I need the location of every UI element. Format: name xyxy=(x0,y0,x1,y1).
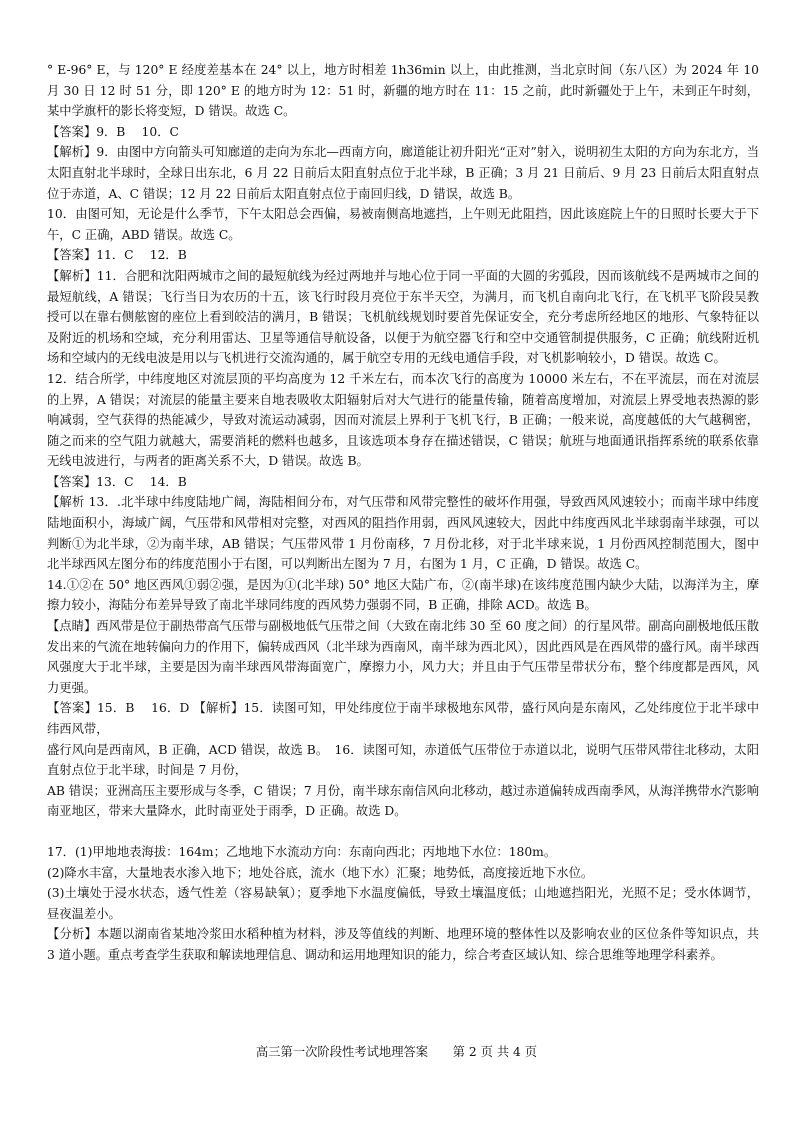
analysis-q12: 12．结合所学，中纬度地区对流层顶的平均高度为 12 千米左右，而本次飞行的高度为 10000 米左右，不在平流层，而在对流层的上界，A 错误；对流层的能量主要来自地表吸收太阳辐射后对大气进行的能量传输，随着高度增加，对流层上界受地表热源的影响减弱，空气获得的热能减少，导致对流运动减弱，因而对流层上界利于飞机飞行，B 正确；一般来说，高度越低的大气越稠密，随之而来的空气阻力就越大，需要消耗的燃料也越多，且该选项本身存在描述错误，C 错误；航班与地面通讯指挥系统的联系依靠无线电波进行，与两者的距离关系不大，D 错误。故选 B。 xyxy=(47,371,759,469)
answer-q11-q12: 【答案】11．C 12．B xyxy=(47,248,187,263)
analysis-q10: 10．由图可知，无论是什么季节，下午太阳总会西偏，易被南侧高地遮挡，上午则无此阻挡，因此该庭院上午的日照时长要大于下午，C 正确，ABD 错误。故选 C。 xyxy=(47,207,759,242)
analysis-q11: 【解析】11．合肥和沈阳两城市之间的最短航线为经过两地并与地心位于同一平面的大圆的劣弧段，因而该航线不是两城市之间的最短航线，A 错误；飞行当日为农历的十五，该飞行时段月亮位于东半天空，为满月，而飞机自南向北飞行，在飞机平飞阶段吴教授可以在靠右侧舷窗的座位上看到皎洁的满月，B 错误；飞机航线规划时要首先保证安全，充分考虑所经地区的地形、气象特征以及附近的机场和空域，充分利用雷达、卫星等通信导航设备，以便于为航空器飞行和空中交通管制提供服务，C 正确；航线附近机场和空域内的无线电波是用以与飞机进行交流沟通的，属于航空专用的无线电通信手段，对飞机影响较小，D 错误。故选 C。 xyxy=(47,268,759,366)
answer-q17-part2: (2)降水丰富，大量地表水渗入地下；地处谷底，流水（地下水）汇聚；地势低，高度接近地下水位。 xyxy=(47,865,594,880)
analysis-q15-q16-continued: 盛行风向是西南风，B 正确，ACD 错误，故选 B。 16．读图可知，赤道低气压带位于赤道以北，说明气压带风带往北移动，太阳直射点位于北半球，时间是 7 月份， xyxy=(47,742,759,778)
analysis-q9: 【解析】9．由图中方向箭头可知廊道的走向为东北—西南方向，廊道能让初升阳光“正对”射入，说明初生太阳的方向为东北方，当太阳直射北半球时，全球日出东北，6 月 22 日前后太阳直射点位于北半球，B 正确；3 月 21 日前后、9 月 23 日前后太阳直射点位于赤道，A、C 错误；12 月 22 日前后太阳直射点位于南回归线，D 错误，故选 B。 xyxy=(47,145,759,201)
paragraph-q8-explanation-end: ° E-96° E，与 120° E 经度差基本在 24° 以上，地方时相差 1h36min 以上，由此推测，当北京时间（东八区）为 2024 年 10 月 30 日 12 时 51 分，即 120° E 的地方时为 12：51 时，新疆的地方时在 11：15 之前，此时新疆处于上午，未到正午时刻，某中学旗杆的影长将变短，D 错误。故选 C。 xyxy=(47,63,759,119)
answer-q9-q10: 【答案】9．B 10．C xyxy=(47,124,179,139)
page-footer: 高三第一次阶段性考试地理答案 第 2 页 共 4 页 xyxy=(255,1045,538,1059)
blank-line xyxy=(47,822,759,842)
answer-q17-part3: (3)土壤处于浸水状态，透气性差（容易缺氧）；夏季地下水温度偏低，导致土壤温度低；山地遮挡阳光，光照不足；受水体调节，昼夜温差小。 xyxy=(47,886,759,921)
analysis-q14: 14.①②在 50° 地区西风①弱②强，是因为①(北半球) 50° 地区大陆广布，②(南半球)在该纬度范围内缺少大陆，以海洋为主，摩擦力较小，海陆分布差异导致了南北半球同纬度的西风势力强弱不同，B 正确，排除 ACD。故选 B。 xyxy=(47,577,759,613)
analysis-q13: 【解析 13．.北半球中纬度陆地广阔，海陆相间分布，对气压带和风带完整性的破坏作用强，导致西风风速较小；而南半球中纬度陆地面积小，海域广阔，气压带和风带相对完整，对西风的阻挡作用弱，西风风速较大，因此中纬度西风北半球弱南半球强，可以判断①为北半球，②为南半球，AB 错误；气压带风带 1 月份南移，7 月份北移，对于北半球来说，1 月份西风控制范围大，图中北半球西风左图分布的纬度范围小于右图，可以判断出左图为 7 月，右图为 1 月，C 正确，D 错误。故选 C。 xyxy=(47,495,759,572)
analysis-q16-end: AB 错误；亚洲高压主要形成与冬季，C 错误；7 月份，南半球东南信风向北移动，越过赤道偏转成西南季风，从海洋携带水汽影响南亚地区，带来大量降水，此时南亚处于雨季，D 正确。故选 D。 xyxy=(47,783,759,819)
analysis-q17: 【分析】本题以湖南省某地冷浆田水稻种植为材料，涉及等值线的判断、地理环境的整体性以及影响农业的区位条件等知识点，共 3 道小题。重点考查学生获取和解读地理信息、调动和运用地理知识的能力，综合考查区域认知、综合思维等地理学科素养。 xyxy=(47,927,759,962)
key-point-note: 【点睛】西风带是位于副热带高气压带与副极地低气压带之间（大致在南北纬 30 至 60 度之间）的行星风带。副高向副极地低压散发出来的气流在地转偏向力的作用下，偏转成西风（北半球为西南风，南半球为西北风），因此西风是在西风带的盛行风。南半球西风强度大于北半球，主要是因为南半球西风带海面宽广，摩擦力小，风力大；并且由于气压带呈带状分布，整个纬度都是西风，风力更强。 xyxy=(47,619,759,695)
answer-q15-q16: 【答案】15．B 16．D 【解析】15．读图可知，甲处纬度位于南半球极地东风带，盛行风向是东南风，乙处纬度位于北半球中纬西风带， xyxy=(47,701,759,736)
answer-q13-q14: 【答案】13．C 14．B xyxy=(47,474,187,489)
answer-document xyxy=(47,60,759,966)
answer-q17-part1: 17．(1)甲地地表海拔：164m；乙地地下水流动方向：东南向西北；丙地地下水位：180m。 xyxy=(47,844,557,859)
